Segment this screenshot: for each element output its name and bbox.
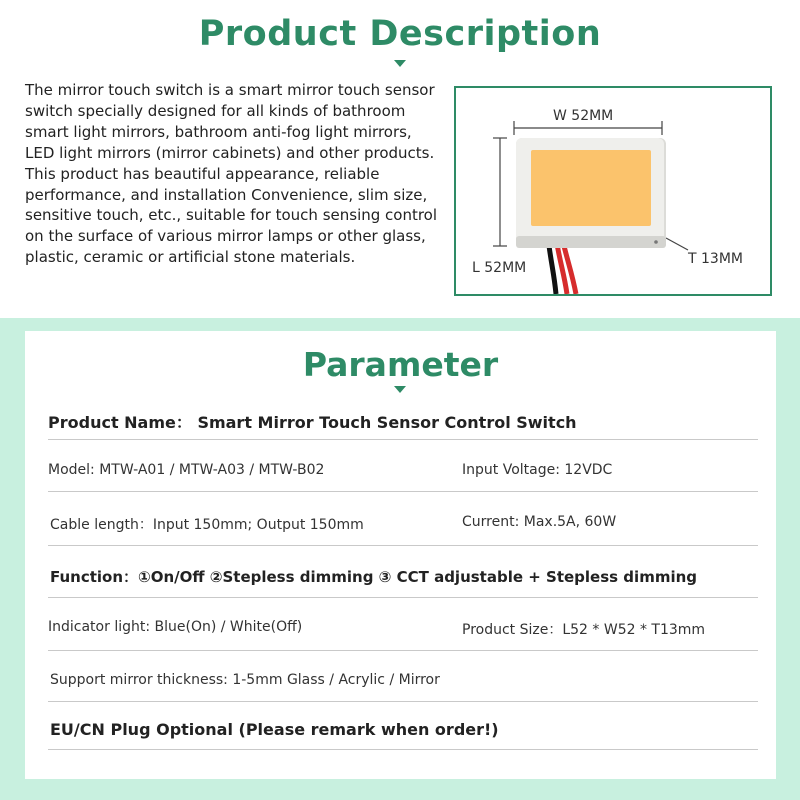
model-value: Model: MTW-A01 / MTW-A03 / MTW-B02 (48, 462, 325, 478)
title-pointer-icon (394, 386, 406, 393)
param-row-product-name (48, 410, 758, 440)
param-row-model (48, 462, 758, 492)
product-name-value: Product Name： Smart Mirror Touch Sensor Control Switch (48, 413, 577, 432)
parameter-title: Parameter (302, 345, 499, 384)
product-size-value: Product Size：L52 * W52 * T13mm (462, 622, 706, 638)
product-description-section (0, 0, 800, 318)
cable-length-value: Cable length：Input 150mm; Output 150mm (50, 517, 364, 533)
parameter-card (25, 331, 776, 779)
plug-option-value: EU/CN Plug Optional (Please remark when order!) (50, 720, 499, 739)
function-value: Function：①On/Off ②Stepless dimming ③ CCT adjustable + Stepless dimming (50, 568, 698, 586)
product-image-frame (454, 86, 772, 296)
length-dimension-label: L 52MM (472, 260, 527, 276)
description-text (25, 80, 445, 268)
param-row-plug (48, 720, 758, 750)
mirror-thickness-value: Support mirror thickness: 1-5mm Glass / Acrylic / Mirror (50, 672, 440, 688)
param-row-function (48, 566, 758, 598)
width-dimension-label: W 52MM (553, 108, 614, 124)
indicator-light-value: Indicator light: Blue(On) / White(Off) (48, 619, 303, 635)
thickness-dimension-label: T 13MM (688, 251, 743, 267)
description-paragraph-2: This product has beautiful appearance, reliable performance, and installation Convenience, slim size, sensitive touch, etc., suitable for touch sensing control on the surface of various mirror lamps or other glass, plastic, ceramic or artificial stone materials. (25, 164, 438, 267)
input-voltage-value: Input Voltage: 12VDC (462, 462, 613, 478)
title-pointer-icon (394, 60, 406, 67)
description-paragraph-1: The mirror touch switch is a smart mirror touch sensor switch specially designed for all kinds of bathroom smart light mirrors, bathroom anti-fog light mirrors, LED light mirrors (mirror cabinets) and other products. (25, 81, 435, 162)
current-value: Current: Max.5A, 60W (462, 514, 617, 530)
param-row-mirror-thickness (48, 672, 758, 702)
section-title: Product Description (198, 14, 602, 54)
param-row-cable (48, 514, 758, 546)
param-row-indicator (48, 619, 758, 651)
